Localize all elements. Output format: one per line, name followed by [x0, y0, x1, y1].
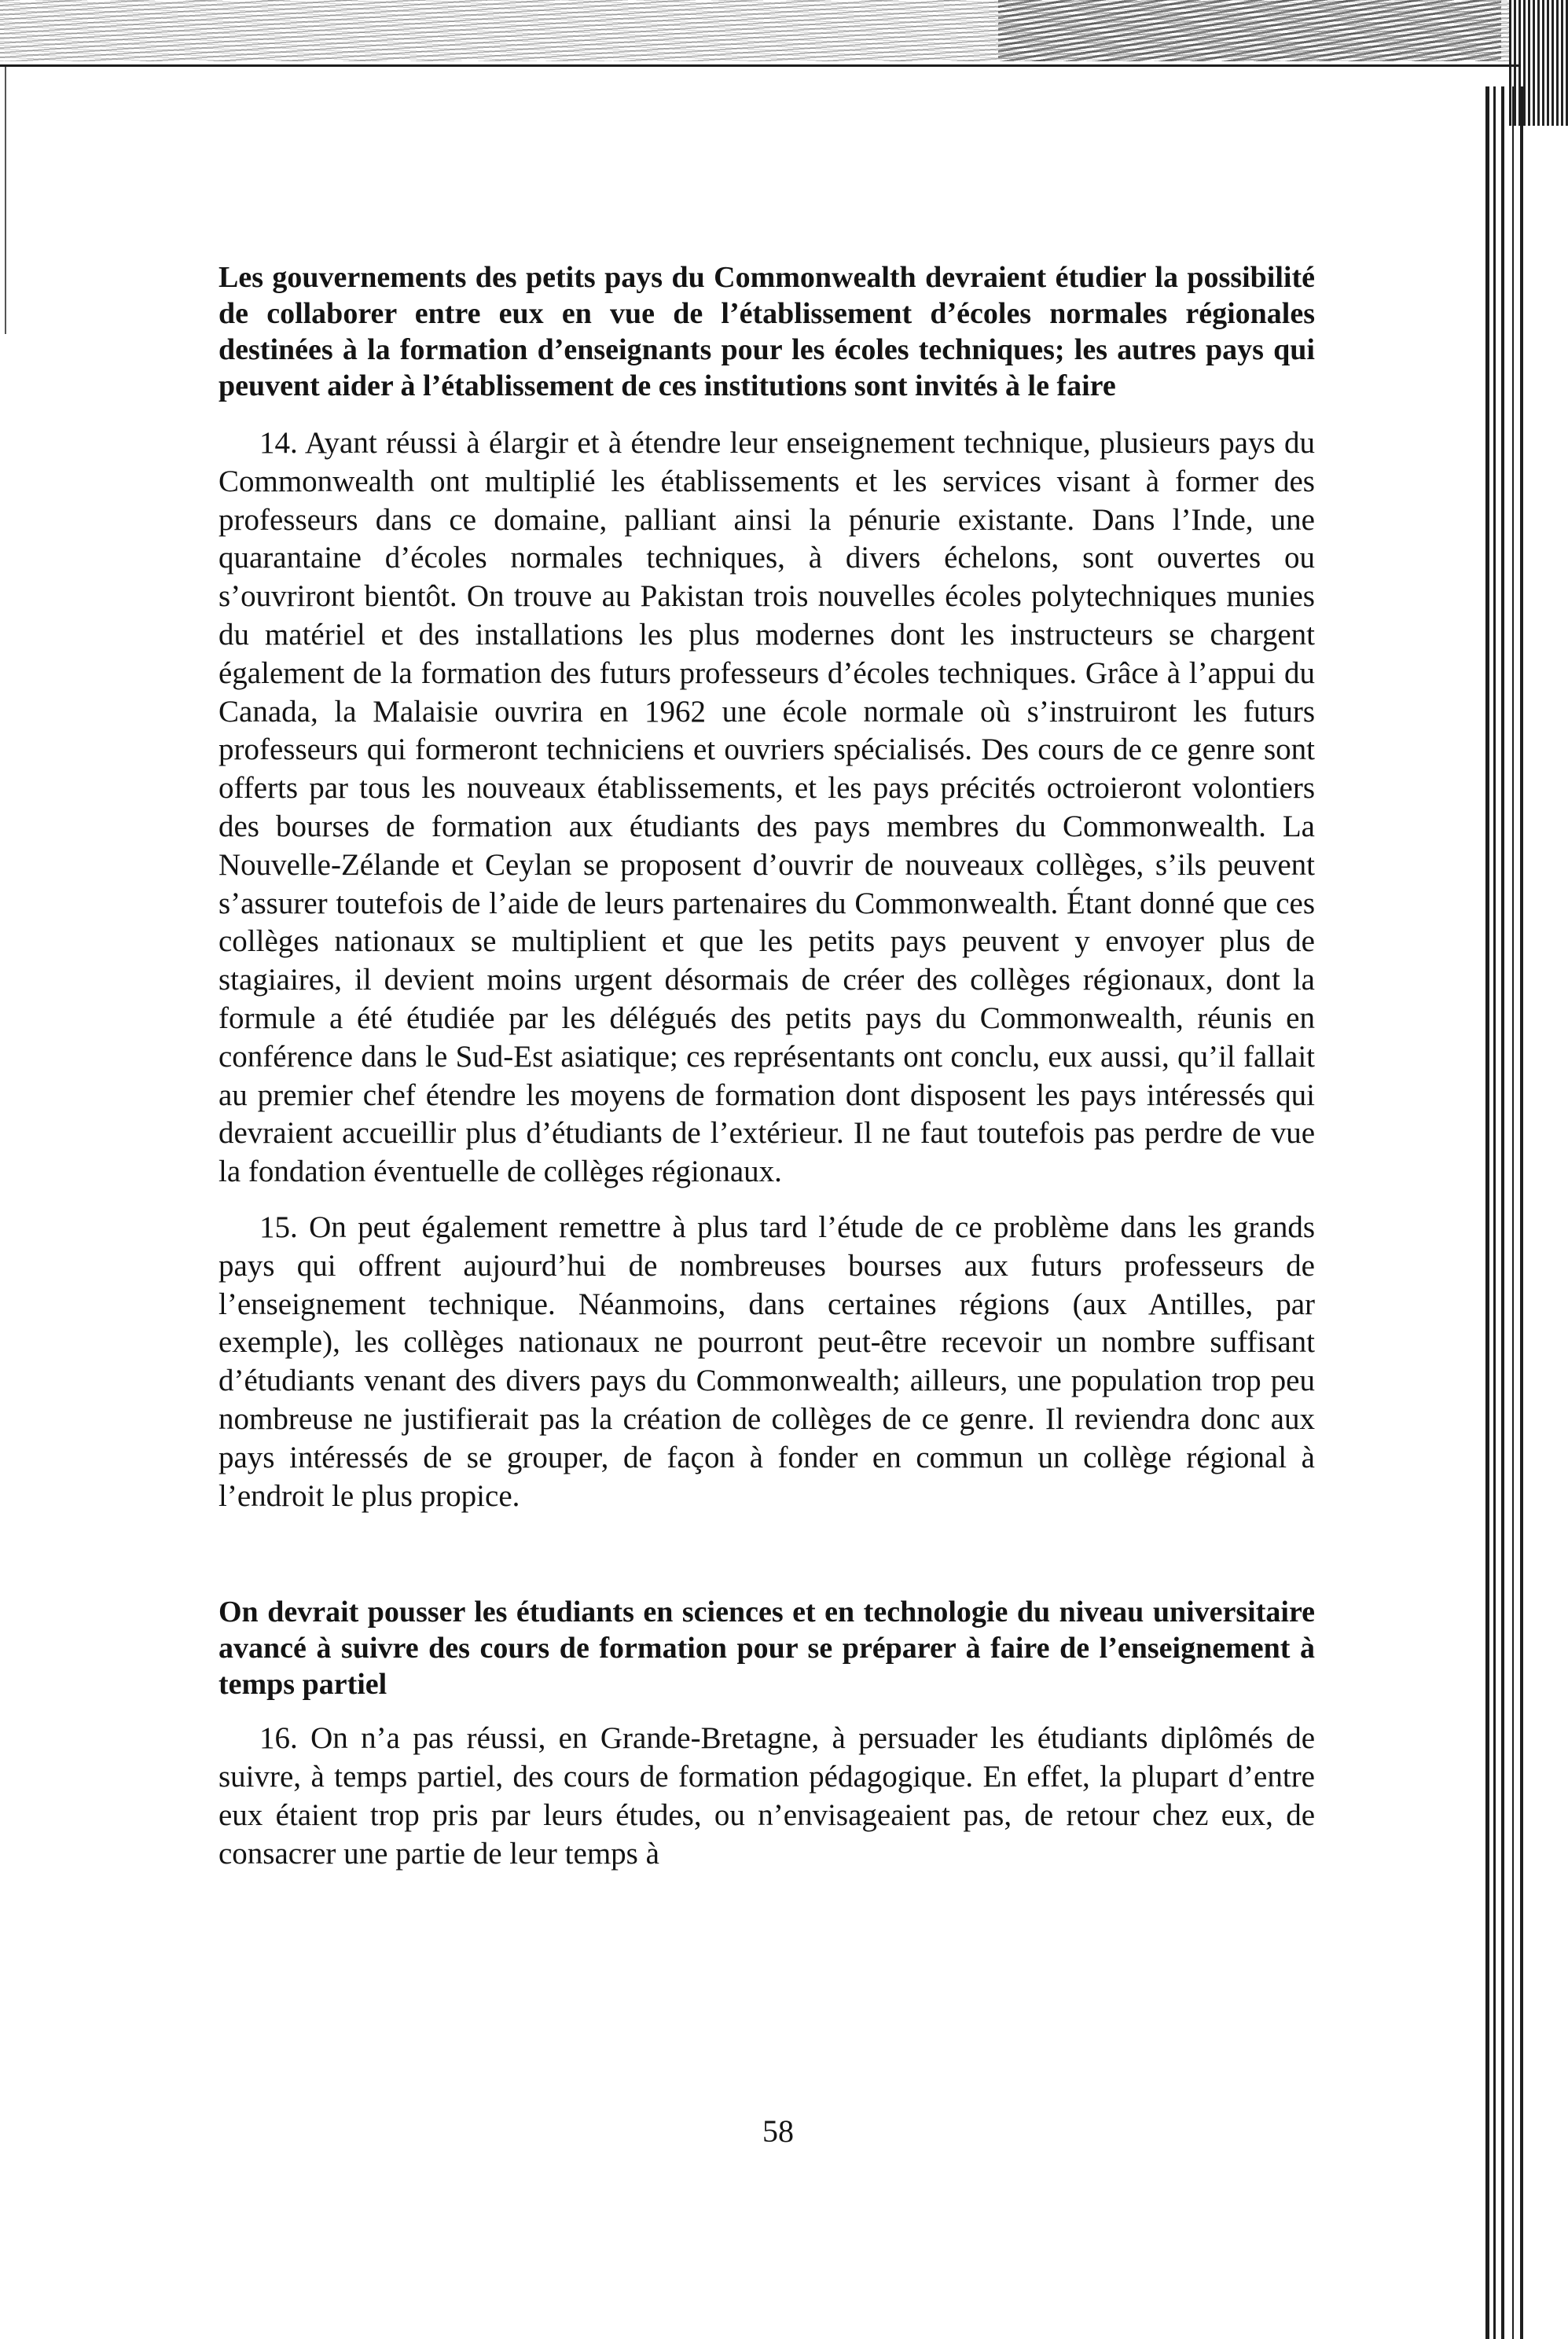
paragraph-14: 14. Ayant réussi à élargir et à étendre leur enseignement technique, plusieurs pays du Commonwealth ont multiplié les établissements et les services visant à former des professeurs dans ce domaine, palliant ainsi la pénurie existante. Dans l’Inde, une quarantaine d’écoles normales techniques, à divers échelons, sont ouvertes ou s’ouvriront bientôt. On trouve au Pakistan trois nouvelles écoles polytechniques munies du matériel et des installations les plus modernes dont les instructeurs se chargent également de la formation des futurs professeurs d’écoles techniques. Grâce à l’appui du Canada, la Malaisie ouvrira en 1962 une école normale où s’instruiront les futurs professeurs qui formeront techniciens et ouvriers spécialisés. Des cours de ce genre sont offerts par tous les nouveaux établissements, et les pays précités octroieront volontiers des bourses de formation aux étudiants des pays membres du Commonwealth. La Nouvelle-Zélande et Ceylan se proposent d’ouvrir de nouveaux collèges, s’ils peuvent s’assurer toutefois de l’aide de leurs partenaires du Commonwealth. Étant donné que ces collèges nationaux se multiplient et que les petits pays peuvent y envoyer plus de stagiaires, il devient moins urgent désormais de créer des collèges régionaux, dont la formule a été étudiée par les délégués des petits pays du Commonwealth, réunis en conférence dans le Sud-Est asiatique; ces représentants ont conclu, eux aussi, qu’il fallait au premier chef étendre les moyens de formation dont disposent les pays intéressés qui devraient accueillir plus d’étudiants de l’extérieur. Il ne faut toutefois pas perdre de vue la fondation éventuelle de collèges régionaux.	[218, 426, 1315, 1189]
page-top-rule	[0, 64, 1521, 67]
paragraph-16: 16. On n’a pas réussi, en Grande-Bretagne, à persuader les étudiants diplômés de suivre, à temps partiel, des cours de formation pédagogique. En effet, la plupart d’entre eux étaient trop pris par leurs études, ou n’envisageaient pas, de retour chez eux, de consacrer une partie de leur temps à	[218, 1721, 1315, 1871]
book-spine-edge	[1485, 86, 1533, 2339]
section-heading-2: On devrait pousser les étudiants en sciences et en technologie du niveau universitaire avancé à suivre des cours de formation pour se préparer à faire de l’enseignement à temps partiel	[218, 1595, 1315, 1702]
scan-edge-top-dark	[998, 0, 1501, 61]
paragraph-15: 15. On peut également remettre à plus tard l’étude de ce problème dans les grands pays qui offrent aujourd’hui de nombreuses bourses aux futurs professeurs de l’enseignement technique. Néanmoins, dans certaines régions (aux Antilles, par exemple), les collèges nationaux ne pourront peut-être recevoir un nombre suffisant d’étudiants venant des divers pays du Commonwealth; ailleurs, une population trop peu nombreuse ne justifierait pas la création de collèges de ce genre. Il reviendra donc aux pays intéressés de se grouper, de façon à fonder en commun un collège régional à l’endroit le plus propice.	[218, 1210, 1315, 1513]
page-left-rule	[5, 67, 6, 334]
text-column	[218, 259, 1315, 1874]
page-number: 58	[762, 2113, 794, 2149]
section-heading-1: Les gouvernements des petits pays du Commonwealth devraient étudier la possibilité de collaborer entre eux en vue de l’établissement d’écoles normales régionales destinées à la formation d’enseignants pour les écoles techniques; les autres pays qui peuvent aider à l’établissement de ces institutions sont invités à le faire	[218, 261, 1315, 402]
